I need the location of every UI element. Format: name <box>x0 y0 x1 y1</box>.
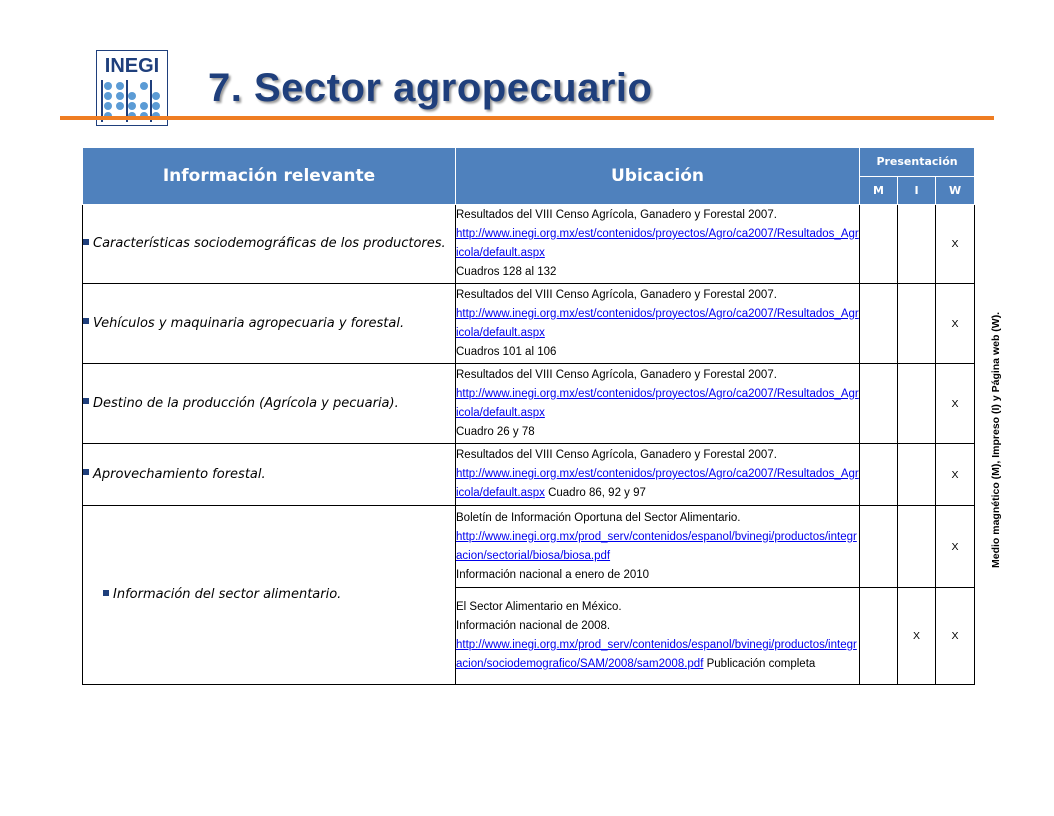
source-link[interactable]: http://www.inegi.org.mx/est/contenidos/proyectos/Agro/ca2007/Resultados_Agricola/default.aspx <box>456 387 859 419</box>
mark-w: X <box>936 364 975 444</box>
info-cell: Características sociodemográficas de los productores. <box>83 205 456 284</box>
logo-text: INEGI <box>104 55 160 77</box>
mark-m <box>860 444 898 506</box>
table-row <box>83 284 975 364</box>
table-row <box>83 205 975 284</box>
note-text: Cuadros 101 al 106 <box>456 345 557 358</box>
location-cell <box>456 284 860 364</box>
source-link[interactable]: http://www.inegi.org.mx/est/contenidos/proyectos/Agro/ca2007/Resultados_Agricola/default.aspx <box>456 307 859 339</box>
source-text: Resultados del VIII Censo Agrícola, Ganadero y Forestal 2007. <box>456 288 777 301</box>
source-text: Resultados del VIII Censo Agrícola, Ganadero y Forestal 2007. <box>456 449 777 461</box>
note-text: Cuadros 128 al 132 <box>456 266 557 278</box>
page-title: 7. Sector agropecuario <box>208 66 653 110</box>
info-cell: Destino de la producción (Agrícola y pecuaria). <box>83 364 456 444</box>
mark-i <box>898 444 936 506</box>
table-row <box>83 444 975 506</box>
note-text: Información nacional a enero de 2010 <box>456 568 650 581</box>
info-cell: Información del sector alimentario. <box>83 506 456 685</box>
header-w: W <box>936 176 975 205</box>
mark-w: X <box>936 506 975 588</box>
mark-i <box>898 284 936 364</box>
source-link[interactable]: http://www.inegi.org.mx/est/contenidos/proyectos/Agro/ca2007/Resultados_Agricola/default.aspx <box>456 468 859 499</box>
source-text: Boletín de Información Oportuna del Sector Alimentario. <box>456 511 741 524</box>
location-cell <box>456 588 860 685</box>
side-note <box>990 262 1006 568</box>
mark-m <box>860 364 898 444</box>
location-cell <box>456 364 860 444</box>
source-link[interactable]: http://www.inegi.org.mx/prod_serv/contenidos/espanol/bvinegi/productos/integracion/sectorial/biosa/biosa.pdf <box>456 530 857 562</box>
mark-w: X <box>936 444 975 506</box>
source-text-2: Información nacional de 2008. <box>456 620 611 632</box>
location-cell <box>456 444 860 506</box>
bullet-icon <box>83 318 89 324</box>
header-info: Información relevante <box>83 148 456 205</box>
source-link[interactable]: http://www.inegi.org.mx/est/contenidos/proyectos/Agro/ca2007/Resultados_Agricola/default.aspx <box>456 228 859 259</box>
note-text: Publicación completa <box>706 658 816 670</box>
table-row <box>83 364 975 444</box>
bullet-icon <box>83 469 89 475</box>
mark-m <box>860 284 898 364</box>
mark-i <box>898 205 936 284</box>
mark-w: X <box>936 284 975 364</box>
source-text: El Sector Alimentario en México. <box>456 601 622 613</box>
mark-m <box>860 205 898 284</box>
bullet-icon <box>83 398 89 404</box>
mark-i: X <box>898 588 936 685</box>
info-cell: Aprovechamiento forestal. <box>83 444 456 506</box>
source-text: Resultados del VIII Censo Agrícola, Ganadero y Forestal 2007. <box>456 209 777 221</box>
info-cell: Vehículos y maquinaria agropecuaria y forestal. <box>83 284 456 364</box>
inegi-logo <box>96 50 168 126</box>
mark-m <box>860 506 898 588</box>
location-cell <box>456 205 860 284</box>
mark-i <box>898 364 936 444</box>
note-text: Cuadro 26 y 78 <box>456 425 535 438</box>
note-text: Cuadro 86, 92 y 97 <box>548 487 646 499</box>
bullet-icon <box>83 239 89 245</box>
header-location: Ubicación <box>456 148 860 205</box>
header-m: M <box>860 176 898 205</box>
title-underline <box>60 116 994 120</box>
header-presentation: Presentación <box>860 148 975 177</box>
header-i: I <box>898 176 936 205</box>
mark-i <box>898 506 936 588</box>
source-text: Resultados del VIII Censo Agrícola, Ganadero y Forestal 2007. <box>456 368 777 381</box>
mark-w: X <box>936 588 975 685</box>
location-cell <box>456 506 860 588</box>
side-note-text: Medio magnético (M), Impreso (I) y Página web (W). <box>990 311 1002 568</box>
table-row <box>83 506 975 588</box>
source-link[interactable]: http://www.inegi.org.mx/prod_serv/contenidos/espanol/bvinegi/productos/integracion/sociodemografico/SAM/2008/sam2008.pdf <box>456 639 857 670</box>
bullet-icon <box>103 590 109 596</box>
mark-m <box>860 588 898 685</box>
mark-w: X <box>936 205 975 284</box>
sector-table <box>82 147 975 685</box>
